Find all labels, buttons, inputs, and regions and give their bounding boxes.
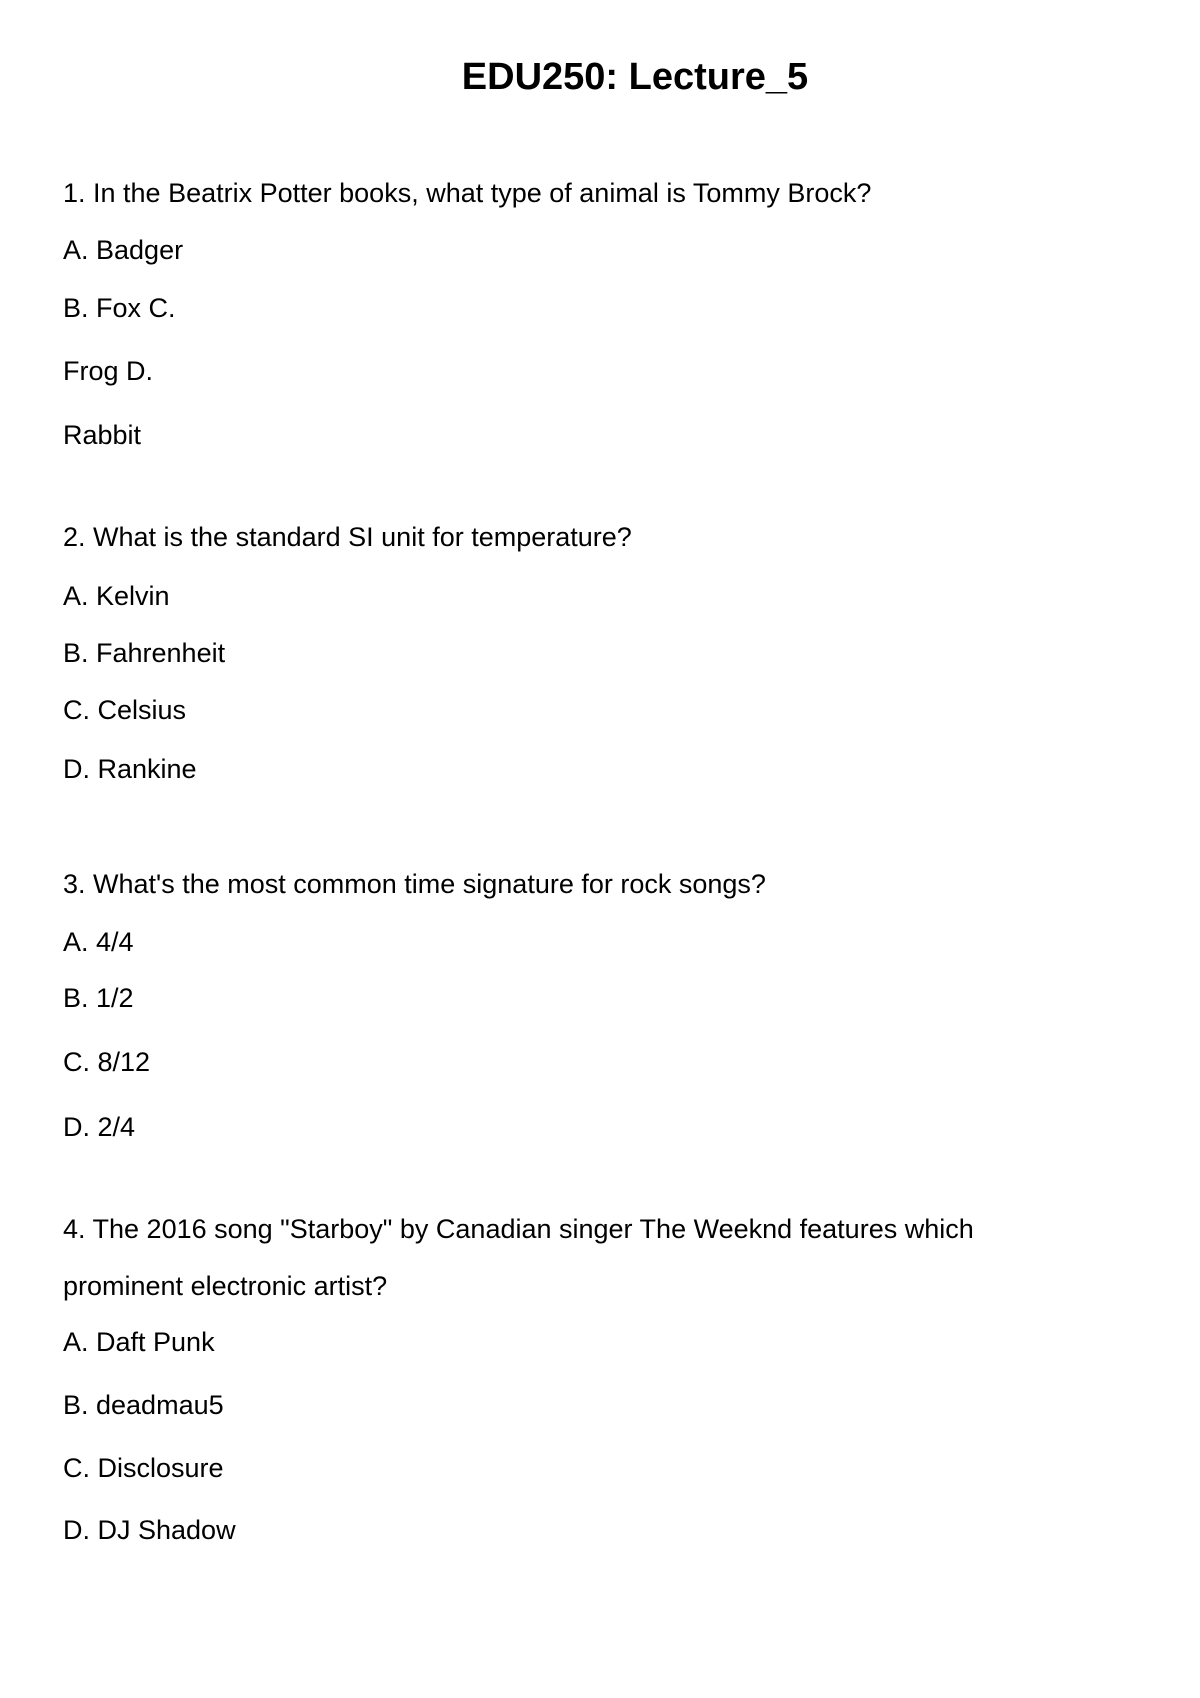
question-1-option-line: Rabbit: [63, 420, 142, 450]
question-2-option-line: C. Celsius: [63, 695, 187, 725]
question-3-option-line: C. 8/12: [63, 1047, 151, 1077]
question-3-option-line: A. 4/4: [63, 927, 134, 957]
question-4-option-line: D. DJ Shadow: [63, 1515, 236, 1545]
question-4-text-continued: prominent electronic artist?: [63, 1271, 388, 1301]
question-2-option-line: D. Rankine: [63, 754, 197, 784]
question-2-option-line: B. Fahrenheit: [63, 638, 226, 668]
question-1-option-line: A. Badger: [63, 235, 184, 265]
question-3-option-line: D. 2/4: [63, 1112, 136, 1142]
question-1-option-line: Frog D.: [63, 356, 154, 386]
question-4-option-line: A. Daft Punk: [63, 1327, 215, 1357]
question-4-option-line: B. deadmau5: [63, 1390, 224, 1420]
question-1-option-line: B. Fox C.: [63, 293, 176, 323]
question-4-option-line: C. Disclosure: [63, 1453, 224, 1483]
question-3-text: 3. What's the most common time signature for rock songs?: [63, 869, 766, 899]
page-title: EDU250: Lecture_5: [461, 56, 809, 98]
question-1-text: 1. In the Beatrix Potter books, what type of animal is Tommy Brock?: [63, 178, 872, 208]
question-2-option-line: A. Kelvin: [63, 581, 170, 611]
question-3-option-line: B. 1/2: [63, 983, 134, 1013]
question-2-text: 2. What is the standard SI unit for temperature?: [63, 522, 632, 552]
question-4-text: 4. The 2016 song "Starboy" by Canadian singer The Weeknd features which: [63, 1214, 974, 1244]
